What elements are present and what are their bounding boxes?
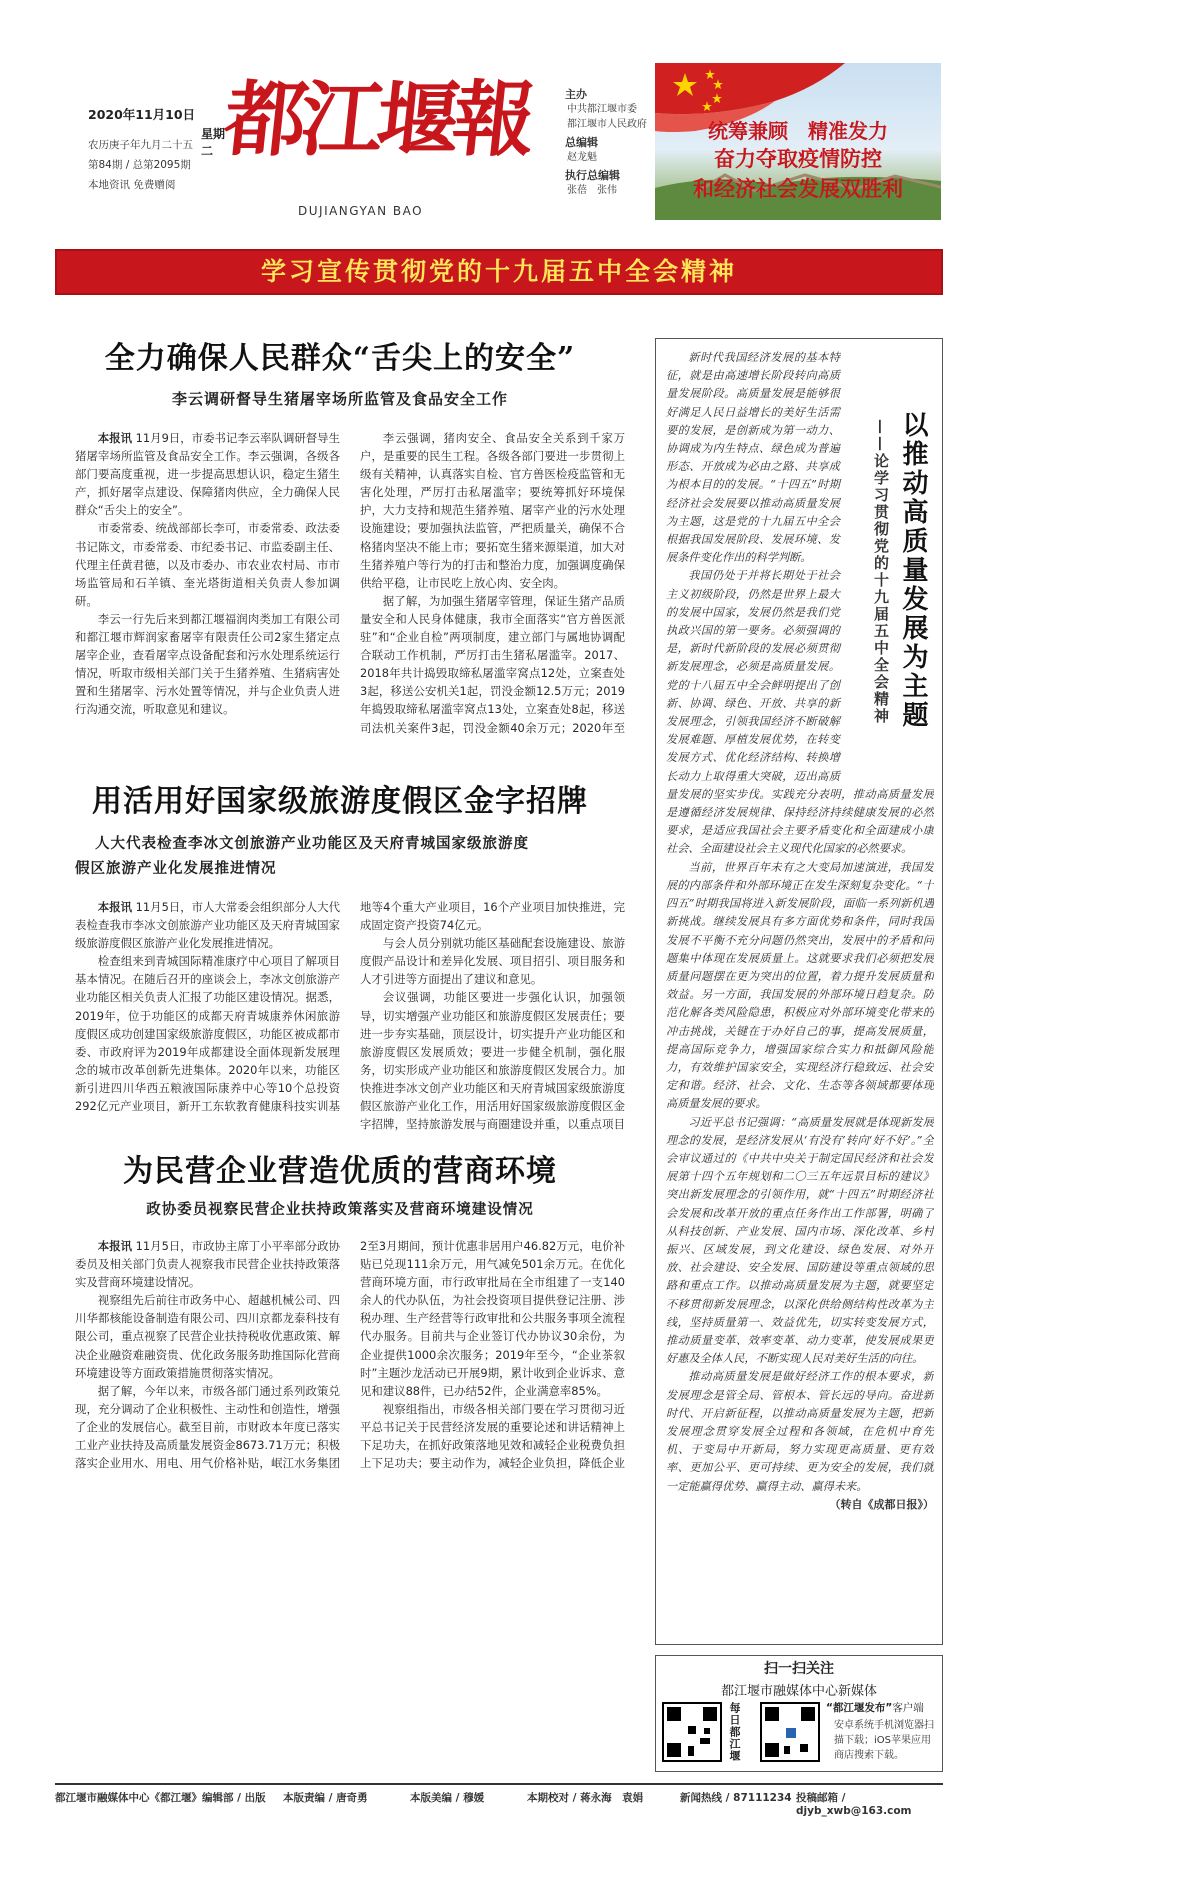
article-1-title: 全力确保人民群众“舌尖上的安全” [104,341,576,376]
paragraph: 视察组先后前往市政务中心、超越机械公司、四川华都核能设备制造有限公司、四川京都龙泰科技有限公司，重点视察了民营企业扶持税收优惠政策、解决企业融资难融资贵、优化政务服务助推国际化营商环境建设等方面政策措施贯彻落实情况。 [75,1293,340,1380]
qr-desc: 安卓系统手机浏览器扫描下载；iOS苹果应用商店搜索下载。 [834,1720,934,1761]
lead-tag: 本报讯 [97,1239,133,1253]
editorial-subtitle: ——论学习贯彻党的十九届五中全会精神 [872,419,890,725]
host-2: 都江堰市人民政府 [567,119,647,130]
article-2 [55,780,625,1140]
qr-box-subtitle: 都江堰市融媒体中心新媒体 [720,1684,877,1699]
paragraph: 11月5日，市人大常委会组织部分人大代表检查我市李冰文创旅游产业功能区及天府青城国家级旅游度假区旅游产业化发展推进情况。 [75,900,340,951]
editor-label: 总编辑 [565,136,598,149]
title-pinyin: DUJIANGYAN BAO [298,204,424,218]
paragraph: 李云一行先后来到都江堰福润肉类加工有限公司和都江堰市辉润家畜屠宰有限责任公司2家生猪定点屠宰企业，查看屠宰点设备配套和污水处理系统运行情况，听取市级相关部门关于生猪养殖、生猪病害处置和生猪屠宰、污水处置等情况，并与企业负责人进行沟通交流，听取意见和建议。 [75,611,340,717]
article-2-title: 用活用好国家级旅游度假区金字招牌 [92,784,588,819]
article-3 [55,1150,625,1475]
footer-proof: 本期校对 / 蒋永海 袁娟 [527,1792,644,1804]
paragraph: 习近平总书记强调：“高质量发展就是体现新发展理念的发展，是经济发展从‘有没有’转向‘好不好’。”全会审议通过的《中共中央关于制定国民经济和社会发展第十四个五年规划和二〇三五年远景目标的建议》突出新发展理念的引领作用，就“十四五”时期经济社会发展和改革开放的重点任务作出工作部署，明确了从科技创新、产业发展、国内市场、深化改革、乡村振兴、区域发展，到文化建设、绿色发展、对外开放、社会建设、安全发展、国防建设等重点领域的思路和重点工作。以推动高质量发展为主题，就要坚定不移贯彻新发展理念，以深化供给侧结构性改革为主线，坚持质量第一、效益优先，切实转变发展方式，推动质量变革、效率变革、动力变革，使发展成果更好惠及全体人民，不断实现人民对美好生活的向往。 [666,1115,934,1366]
ad-line-1: 统筹兼顾 精准发力 [708,119,888,143]
paragraph: 新时代我国经济发展的基本特征，就是由高速增长阶段转向高质量发展阶段。高质量发展是能够很好满足人民日益增长的美好生活需要的发展，是创新成为第一动力、协调成为内生特点、绿色成为普遍形态、开放成为必由之路、共享成为根本目的的发展。“十四五”时期经济社会发展要以推动高质量发展为主题，这是党的十九届五中全会根据我国发展阶段、发展环境、发展条件变化作出的科学判断。 [666,351,840,565]
article-2-subtitle-1: 人大代表检查李冰文创旅游产业功能区及天府青城国家级旅游度 [95,835,529,852]
qr-code-1[interactable] [662,1702,722,1762]
article-2-body [55,898,625,1138]
paragraph: 11月5日，市政协主席丁小平率部分政协委员及相关部门负责人视察我市民营企业扶持政策落实及营商环境建设情况。 [75,1239,340,1290]
paragraph: 会议强调，功能区要进一步强化认识，加强领导，切实增强产业功能区和旅游度假区发展责任；要进一步夯实基础，顶层设计，切实提升产业功能区和旅游度假区发展质效；要进一步健全机制，强化服务，切实形成产业功能区和旅游度假区发展合力。加快推进李冰文创产业功能区和天府青城国家级旅游度假区旅游产业化工作，用活用好国家级旅游度假区金字招牌，坚持旅游发展与商圈建设并重，以重点项目 [360,990,625,1132]
paragraph: 我国仍处于并将长期处于社会主义初级阶段，仍然是世界上最大的发展中国家，发展仍然是我们党执政兴国的第一要务。必须强调的是，新时代新阶段的发展必须贯彻新发展理念，必须是高质量发展。党的十八届五中全会鲜明提出了创新、协调、绿色、开放、共享的新发展理念，引领我国经济不断破解发展难题、厚植发展优势，在转变发展方式、优化经济结构、转换增长动力上取得重大突破，迈出高质量发展的坚实步伐。实践充分表明，推动高质量发展是遵循经济发展规律、保持经济持续健康发展的必然要求，是适应我国社会主要矛盾变化和全面建成小康社会、全面建设社会主义现代化国家的必然要求。 [666,569,934,856]
qr-box [655,1655,943,1772]
article-2-subtitle-2: 假区旅游产业化发展推进情况 [75,860,277,877]
lead-tag: 本报讯 [97,900,133,914]
editorial-title: 以推动高质量发展为主题 [898,411,928,730]
qr-label-2 [826,1700,924,1715]
issue-info [88,105,228,192]
footer-rule [55,1783,943,1785]
ad-line-3: 和经济社会发展双胜利 [693,176,903,201]
paragraph: 与会人员分别就功能区基础配套设施建设、旅游度假产品设计和差异化发展、项目招引、项目服务和人才引进等方面提出了建议和意见。 [360,936,625,987]
issue-lunar: 农历庚子年九月二十五 [88,139,193,151]
exec-editor-names: 张蓓 张伟 [567,185,617,196]
footer-hotline: 新闻热线 / 87111234 [680,1792,792,1804]
paragraph: 据了解，今年以来，市级各部门通过系列政策兑现，充分调动了企业积极性、主动性和创造性，增强了企业的发展信心。截至目前，市财政本年度已落实工业产业扶持及高质量发展资金8673.71万元；积极落实企业用水、用电、用气价格补贴，岷江水务集团2至3月期间，预计优惠非居用户46.82万元，电价补贴已兑现111余万元，用气减免501余万元。在优化营商环境方面，市行政审批局在全市组建了一支140余人的代办队伍，为社会投资项目提供登记注册、涉税办理、生产经营等行政审批和公共服务事项全流程代办服务。目前共与企业签订代办协议30余份，为企业提供1000余次服务；2019年至今，“企业茶叙时”主题沙龙活动已开展9期，累计收到企业诉求、意见和建议88件，已办结52件，企业满意率85%。 [75,1239,625,1471]
ad-banner [655,63,941,220]
footer-publisher: 都江堰市融媒体中心《都江堰》编辑部 / 出版 [55,1792,266,1804]
qr-label-2-suffix: 客户端 [892,1702,924,1714]
lead-tag: 本报讯 [97,431,133,445]
footer-email: 投稿邮箱 / djyb_xwb@163.com [796,1792,912,1817]
paragraph: 李云强调，猪肉安全、食品安全关系到千家万户，是重要的民生工程。各级各部门要进一步贯彻上级有关精神，认真落实自检、官方兽医检疫监管和无害化处理，严厉打击私屠滥宰；要统筹抓好环境保护，大力支持和规范生猪养殖、屠宰产业的污水处理设施建设；要加强执法监管，严把质量关，确保不合格猪肉坚决不能上市；要拓宽生猪来源渠道，加大对生猪养殖户等行为的打击和整治力度，加强调度确保供给平稳，让市民吃上放心肉、安全肉。 [360,431,625,590]
newspaper-title: 都江堰報 [219,72,535,168]
footer-editor: 本版责编 / 唐奇勇 [283,1792,368,1804]
paragraph: 市委常委、统战部部长李可，市委常委、政法委书记陈文，市委常委、市纪委书记、市监委副主任、代理主任黄君德，以及市委办、市农业农村局、市市场监管局和石羊镇、奎光塔街道相关负责人参加调研。 [75,521,340,608]
article-3-subtitle: 政协委员视察民营企业扶持政策落实及营商环境建设情况 [146,1201,534,1218]
theme-bar-text: 学习宣传贯彻党的十九届五中全会精神 [260,257,737,286]
article-1-body [55,429,625,744]
byline: （转自《成都日报》） [829,1497,934,1511]
paragraph: 推动高质量发展是做好经济工作的根本要求，新发展理念是管全局、管根本、管长远的导向。奋进新时代、开启新征程，以推动高质量发展为主题，把新发展理念贯穿发展全过程和各领域，在危机中育先机、于变局中开新局，努力实现更高质量、更有效率、更加公平、更可持续、更为安全的发展，我们就一定能赢得优势、赢得主动、赢得未来。 [666,1370,934,1493]
paragraph: 视察组指出，市级各相关部门要在学习贯彻习近平总书记关于民营经济发展的重要论述和讲话精神上下足功夫，在抓好政策落地见效和减轻企业税费负担上下足功夫；要主动作为，减轻企业负担，降低企业 [360,1401,625,1471]
exec-editor-label: 执行总编辑 [565,169,620,182]
article-3-body [55,1237,625,1482]
footer-designer: 本版美编 / 穆媛 [410,1792,485,1804]
issue-number: 第84期 / 总第2095期 [88,159,191,171]
editorial-box [655,338,943,1645]
editorial-body [666,349,934,1634]
masthead [0,55,1200,245]
paragraph: 据了解，为加强生猪屠宰管理，保证生猪产品质量安全和人民身体健康，我市全面落实“官方兽医派驻”和“企业自检”两项制度，建立部门与属地协调配合联动工作机制，严厉打击生猪私屠滥宰。2017、2018年共计捣毁取缔私屠滥宰窝点12处，立案查处3起，移送公安机关1起，罚没金额12.5万元；2019年捣毁取缔私屠滥宰窝点13处，立案查处8起，移送司法机关案件3起，罚没金额40余万元；2020年至 [360,593,625,735]
article-1-subtitle: 李云调研督导生猪屠宰场所监管及食品安全工作 [171,390,508,408]
issue-weekday: 星期二 [201,127,226,158]
editor-name: 赵龙魁 [567,152,597,163]
paragraph: 检查组来到青城国际精准康疗中心项目了解项目基本情况。在随后召开的座谈会上，李冰文创旅游产业功能区相关负责人汇报了功能区建设情况。据悉，2019年，位于功能区的成都天府青城康养休闲旅游度假区成功创建国家级旅游度假区，功能区被成都市委、市政府评为2019年成都建设全面体现新发展理念的城市改革创新先进集体。2020年以来，功能区新引进四川华西五粮液国际康养中心等10个总投资292亿元产业项目，新开工东软教育健康科技实训基地等4个重大产业项目，16个产业项目加快推进，完成固定资产投资74亿元。 [75,900,625,1114]
host-1: 中共都江堰市委 [567,104,637,115]
ad-line-2: 奋力夺取疫情防控 [714,146,882,171]
qr-label-2-name: “都江堰发布” [826,1702,893,1714]
qr-code-2[interactable] [760,1702,820,1762]
article-3-title: 为民营企业营造优质的营商环境 [123,1154,557,1189]
issue-date: 2020年11月10日 [88,107,196,122]
issue-note: 本地资讯 免费赠阅 [88,179,176,191]
host-label: 主办 [565,88,587,101]
paragraph: 当前，世界百年未有之大变局加速演进，我国发展的内部条件和外部环境正在发生深刻复杂变化。“十四五”时期我国将进入新发展阶段，面临一系列新机遇新挑战。继续发展具有多方面优势和条件，同时我国发展不平衡不充分问题仍然突出，发展中的矛盾和问题集中体现在发展质量上。这就要求我们必须把发展质量问题摆在更为突出的位置，着力提升发展质量和效益。另一方面，我国发展的外部环境日趋复杂。防范化解各类风险隐患，积极应对外部环境变化带来的冲击挑战，关键在于办好自己的事，提高发展质量，提高国际竞争力，增强国家综合实力和抵御风险能力，有效维护国家安全，实现经济行稳致远、社会安定和谐。经济、社会、文化、生态等各领域都要体现高质量发展的要求。 [666,860,934,1111]
paragraph: 11月9日，市委书记李云率队调研督导生猪屠宰场所监管及食品安全工作。李云强调，各级各部门要高度重视，进一步提高思想认识，稳定生猪生产，抓好屠宰点建设、保障猪肉供应，全力确保人民群众“舌尖上的安全”。 [75,431,340,518]
theme-bar [55,249,943,295]
qr-box-title: 扫一扫关注 [764,1661,834,1677]
qr-label-1: 每日都江堰 [728,1702,741,1762]
article-1 [55,335,625,760]
footer [55,1790,943,1817]
